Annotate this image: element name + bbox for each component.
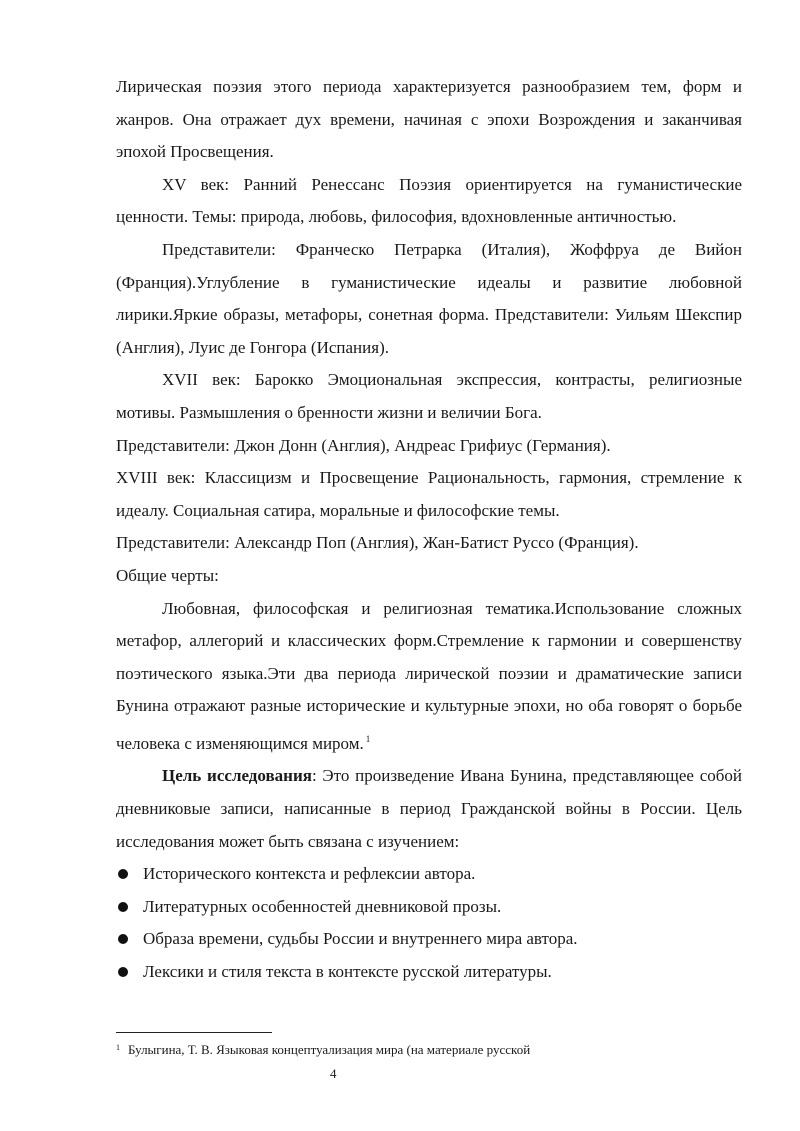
list-item: [116, 858, 742, 891]
body-text: [116, 71, 742, 989]
footnote: [116, 1040, 756, 1058]
list-item-text: Образа времени, судьбы России и внутреннего мира автора.: [143, 929, 578, 949]
bullet-icon: [118, 934, 128, 944]
paragraph-research-goal: [116, 760, 742, 858]
footnote-number: 1: [116, 1043, 120, 1052]
list-item: [116, 956, 742, 989]
research-goal-text: : Это произведение Ивана Бунина, представляющее собой дневниковые записи, написанные в период Гражданской войны в России. Цель исследования может быть связана с изучением:: [116, 766, 743, 851]
paragraph-common-features-heading: Общие черты:: [116, 565, 219, 585]
footnote-reference[interactable]: 1: [365, 733, 371, 744]
paragraph-representatives-baroque: Представители: Джон Донн (Англия), Андреас Грифиус (Германия).: [116, 435, 611, 455]
paragraph-intro: Лирическая поэзия этого периода характеризуется разнообразием тем, форм и жанров. Она отражает дух времени, начиная с эпохи Возрождения и заканчивая эпохой Просвещения.: [116, 77, 742, 162]
paragraph-representatives-classicism: Представители: Александр Поп (Англия), Жан-Батист Руссо (Франция).: [116, 533, 639, 553]
research-goal-label: Цель исследования: [162, 766, 312, 786]
paragraph-xv-century: XV век: Ранний Ренессанс Поэзия ориентируется на гуманистические ценности. Темы: природа, любовь, философия, вдохновленные античностью.: [116, 174, 742, 227]
list-item: [116, 923, 742, 956]
paragraph-xviii-century: XVIII век: Классицизм и Просвещение Рациональность, гармония, стремление к идеалу. Социальная сатира, моральные и философские темы.: [116, 468, 742, 520]
footnote-text: Булыгина, Т. В. Языковая концептуализация мира (на материале русской: [128, 1042, 531, 1057]
list-item-text: Лексики и стиля текста в контексте русской литературы.: [143, 962, 552, 982]
paragraph-representatives-renaissance: Представители: Франческо Петрарка (Италия), Жоффруа де Вийон (Франция).Углубление в гуманистические идеалы и развитие любовной лирики.Яркие образы, метафоры, сонетная форма. Представители: Уильям Шекспир (Англия), Луис де Гонгора (Испания).: [116, 239, 742, 357]
list-item-text: Исторического контекста и рефлексии автора.: [143, 864, 476, 884]
paragraph-common-features: [116, 593, 742, 761]
bullet-icon: [118, 902, 128, 912]
paragraph-common-features-text: Любовная, философская и религиозная тематика.Использование сложных метафор, аллегорий и классических форм.Стремление к гармонии и совершенству поэтического языка.Эти два периода лирической поэзии и драматические записи Бунина отражают разные исторические и культурные эпохи, но оба говорят о борьбе человека с изменяющимся миром.: [116, 598, 742, 753]
list-item-text: Литературных особенностей дневниковой прозы.: [143, 896, 502, 916]
research-goal-list: [116, 858, 742, 988]
list-item: [116, 891, 742, 924]
footnote-separator: [116, 1032, 272, 1033]
bullet-icon: [118, 869, 128, 879]
bullet-icon: [118, 967, 128, 977]
page-number: 4: [330, 1066, 337, 1081]
paragraph-xvii-century: XVII век: Барокко Эмоциональная экспрессия, контрасты, религиозные мотивы. Размышления о бренности жизни и величии Бога.: [116, 370, 742, 422]
